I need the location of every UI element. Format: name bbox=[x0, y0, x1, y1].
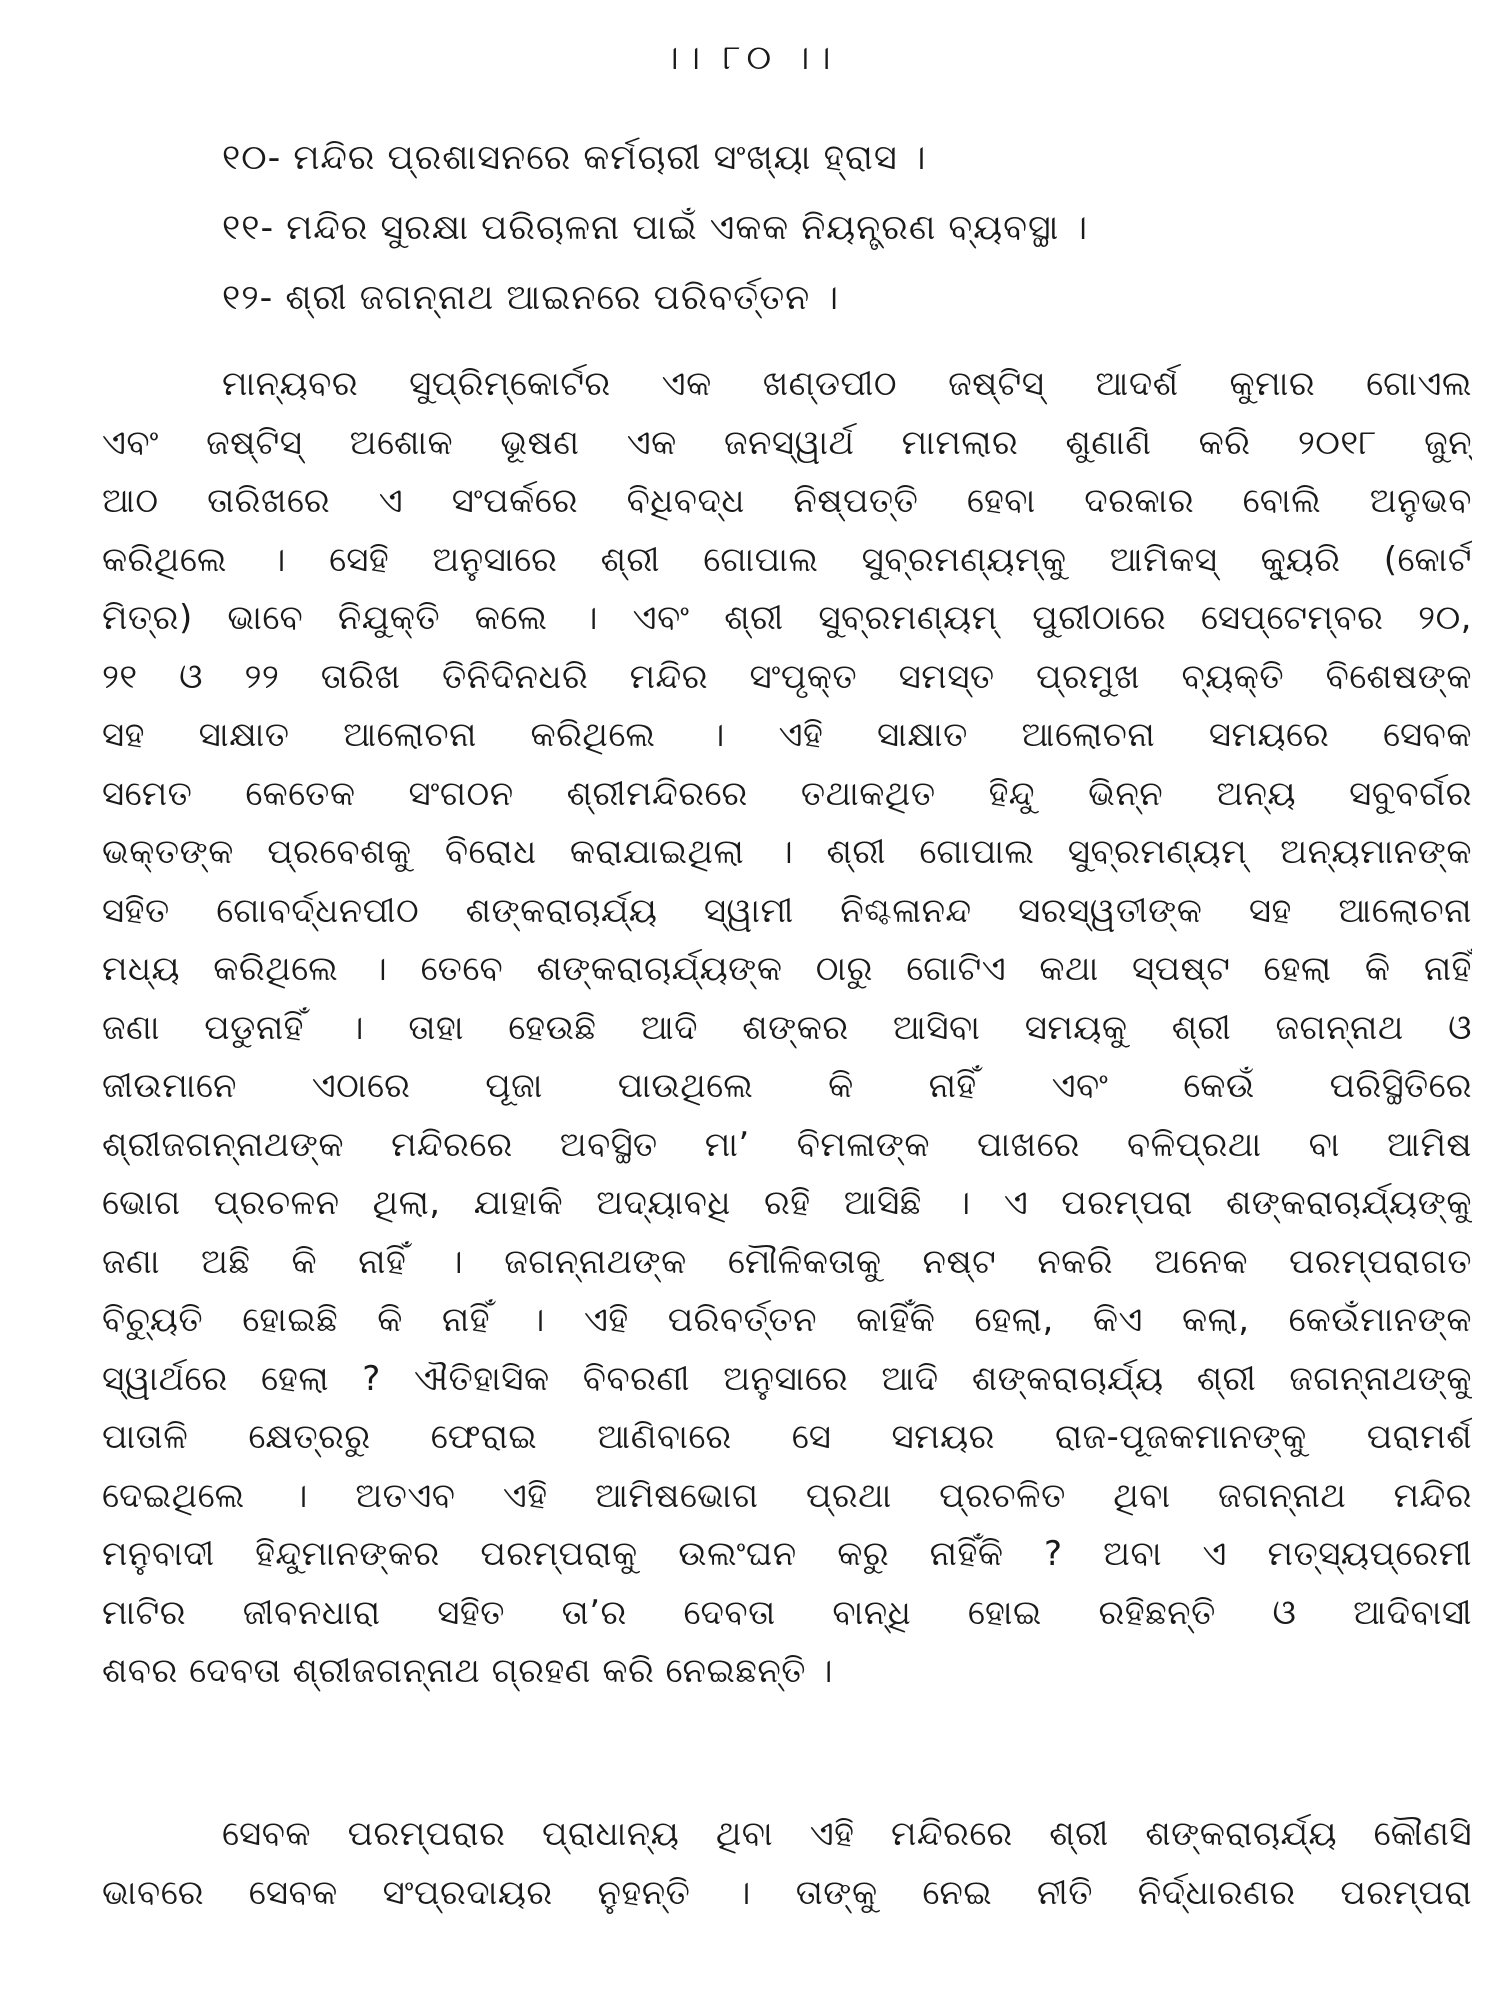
text-line: କରିଥିଲେ । ସେହି ଅନୁସାରେ ଶ୍ରୀ ଗୋପାଲ ସୁବ୍ରମଣ୍ୟମ୍‌କୁ ଆମିକସ୍ କ୍ୟୁରି (କୋର୍ଟ bbox=[102, 539, 1472, 580]
text-line: ଜଣା ଅଛି କି ନାହିଁ । ଜଗନ୍ନାଥଙ୍କ ମୌଳିକତାକୁ ନଷ୍ଟ ନକରି ଅନେକ ପରମ୍ପରାଗତ bbox=[102, 1241, 1472, 1282]
list-item: ୧୦- ମନ୍ଦିର ପ୍ରଶାସନରେ କର୍ମଚାରୀ ସଂଖ୍ୟା ହ୍ରାସ । bbox=[222, 138, 927, 178]
text-line: ଭୋଗ ପ୍ରଚଳନ ଥିଲା, ଯାହାକି ଅଦ୍ୟାବଧି ରହି ଆସିଛି । ଏ ପରମ୍ପରା ଶଙ୍କରାଚାର୍ଯ୍ୟଙ୍କୁ bbox=[102, 1183, 1472, 1223]
text-line: ଏବଂ ଜଷ୍ଟିସ୍ ଅଶୋକ ଭୂଷଣ ଏକ ଜନସ୍ୱାର୍ଥ ମାମଲାର ଶୁଣାଣି କରି ୨୦୧୮ ଜୁନ୍ bbox=[102, 422, 1472, 463]
text-line: ଜୀଉମାନେ ଏଠାରେ ପୂଜା ପାଉଥିଲେ କି ନାହିଁ ଏବଂ କେଉଁ ପରିସ୍ଥିତିରେ bbox=[102, 1066, 1472, 1106]
text-line: ମାଟିର ଜୀବନଧାରା ସହିତ ତା’ର ଦେବତା ବାନ୍ଧି ହୋଇ ରହିଛନ୍ତି ଓ ଆଦିବାସୀ bbox=[102, 1592, 1472, 1633]
text-line: ମାନ୍ୟବର ସୁପ୍ରିମ୍‌କୋର୍ଟର ଏକ ଖଣ୍ଡପୀଠ ଜଷ୍ଟିସ୍ ଆଦର୍ଶ କୁମାର ଗୋଏଲ bbox=[222, 364, 1472, 404]
text-line: ଭକ୍ତଙ୍କ ପ୍ରବେଶକୁ ବିରୋଧ କରାଯାଇଥିଲା । ଶ୍ରୀ ଗୋପାଲ ସୁବ୍ରମଣ୍ୟମ୍ ଅନ୍ୟମାନଙ୍କ bbox=[102, 832, 1472, 872]
text-line: ବିଚ୍ୟୁତି ହୋଇଛି କି ନାହିଁ । ଏହି ପରିବର୍ତ୍ତନ କାହିଁକି ହେଲା, କିଏ କଲା, କେଉଁମାନଙ୍କ bbox=[102, 1300, 1472, 1340]
text-line: ୨୧ ଓ ୨୨ ତାରିଖ ତିନିଦିନଧରି ମନ୍ଦିର ସଂପୃକ୍ତ ସମସ୍ତ ପ୍ରମୁଖ ବ୍ୟକ୍ତି ବିଶେଷଙ୍କ bbox=[102, 656, 1472, 697]
list-item: ୧୧- ମନ୍ଦିର ସୁରକ୍ଷା ପରିଚାଳନା ପାଇଁ ଏକକ ନିୟନ୍ତ୍ରଣ ବ୍ୟବସ୍ଥା । bbox=[222, 208, 1089, 248]
text-line: ସହ ସାକ୍ଷାତ ଆଲୋଚନା କରିଥିଲେ । ଏହି ସାକ୍ଷାତ ଆଲୋଚନା ସମୟରେ ସେବକ bbox=[102, 715, 1472, 755]
list-item: ୧୨- ଶ୍ରୀ ଜଗନ୍ନାଥ ଆଇନରେ ପରିବର୍ତ୍ତନ । bbox=[222, 278, 840, 318]
paragraph-2 bbox=[102, 1805, 1472, 1922]
text-line: ଶ୍ରୀଜଗନ୍ନାଥଙ୍କ ମନ୍ଦିରରେ ଅବସ୍ଥିତ ମା’ ବିମଳାଙ୍କ ପାଖରେ ବଳିପ୍ରଥା ବା ଆମିଷ bbox=[102, 1124, 1472, 1165]
text-line: ମିତ୍ର) ଭାବେ ନିଯୁକ୍ତି କଲେ । ଏବଂ ଶ୍ରୀ ସୁବ୍ରମଣ୍ୟମ୍ ପୁରୀଠାରେ ସେପ୍ଟେମ୍ବର ୨୦, bbox=[102, 598, 1472, 638]
text-line: ମନୁବାଦୀ ହିନ୍ଦୁମାନଙ୍କର ପରମ୍ପରାକୁ ଉଲଂଘନ କରୁ ନାହିଁକି ? ଅବା ଏ ମତ୍ସ୍ୟପ୍ରେମୀ bbox=[102, 1534, 1472, 1574]
text-line: ସେବକ ପରମ୍ପରାର ପ୍ରାଧାନ୍ୟ ଥିବା ଏହି ମନ୍ଦିରରେ ଶ୍ରୀ ଶଙ୍କରାଚାର୍ଯ୍ୟ କୌଣସି bbox=[222, 1814, 1472, 1854]
page-number: ।। ୮୦ ।। bbox=[663, 38, 837, 78]
text-line: ଶବର ଦେବତା ଶ୍ରୀଜଗନ୍ନାଥ ଗ୍ରହଣ କରି ନେଇଛନ୍ତି । bbox=[102, 1651, 834, 1691]
text-line: ମଧ୍ୟ କରିଥିଲେ । ତେବେ ଶଙ୍କରାଚାର୍ଯ୍ୟଙ୍କ ଠାରୁ ଗୋଟିଏ କଥା ସ୍ପଷ୍ଟ ହେଲା କି ନାହିଁ bbox=[102, 949, 1472, 989]
text-line: ପାତାଳି କ୍ଷେତ୍ରରୁ ଫେରାଇ ଆଣିବାରେ ସେ ସମୟର ରାଜ-ପୂଜକମାନଙ୍କୁ ପରାମର୍ଶ bbox=[102, 1417, 1472, 1457]
text-line: ଭାବରେ ସେବକ ସଂପ୍ରଦାୟର ନୁହନ୍ତି । ତାଙ୍କୁ ନେଇ ନୀତି ନିର୍ଦ୍ଧାରଣର ପରମ୍ପରା bbox=[102, 1872, 1472, 1913]
text-line: ସ୍ୱାର୍ଥରେ ହେଲା ? ଐତିହାସିକ ବିବରଣୀ ଅନୁସାରେ ଆଦି ଶଙ୍କରାଚାର୍ଯ୍ୟ ଶ୍ରୀ ଜଗନ୍ନାଥଙ୍କୁ bbox=[102, 1358, 1472, 1399]
text-line: ଜଣା ପଡୁନାହିଁ । ତାହା ହେଉଛି ଆଦି ଶଙ୍କର ଆସିବା ସମୟକୁ ଶ୍ରୀ ଜଗନ୍ନାଥ ଓ bbox=[102, 1007, 1472, 1048]
text-line: ଦେଇଥିଲେ । ଅତଏବ ଏହି ଆମିଷଭୋଗ ପ୍ରଥା ପ୍ରଚଳିତ ଥିବା ଜଗନ୍ନାଥ ମନ୍ଦିର bbox=[102, 1475, 1472, 1516]
paragraph-1 bbox=[102, 355, 1472, 1701]
text-line: ସମେତ କେତେକ ସଂଗଠନ ଶ୍ରୀମନ୍ଦିରରେ ତଥାକଥିତ ହିନ୍ଦୁ ଭିନ୍ନ ଅନ୍ୟ ସବୁବର୍ଗର bbox=[102, 773, 1472, 814]
text-line: ଆଠ ତାରିଖରେ ଏ ସଂପର୍କରେ ବିଧିବଦ୍ଧ ନିଷ୍ପତ୍ତି ହେବା ଦରକାର ବୋଲି ଅନୁଭବ bbox=[102, 481, 1472, 521]
numbered-list bbox=[222, 123, 1402, 333]
text-line: ସହିତ ଗୋବର୍ଦ୍ଧନପୀଠ ଶଙ୍କରାଚାର୍ଯ୍ୟ ସ୍ୱାମୀ ନିଶ୍ଚଳାନନ୍ଦ ସରସ୍ୱତୀଙ୍କ ସହ ଆଲୋଚନା bbox=[102, 890, 1472, 931]
